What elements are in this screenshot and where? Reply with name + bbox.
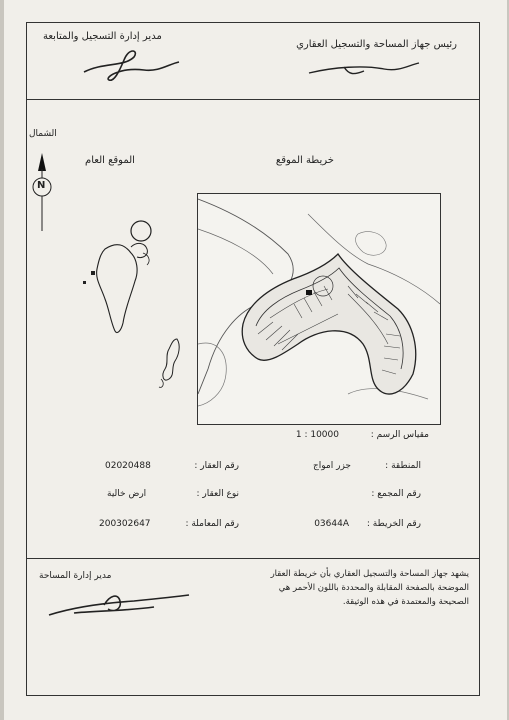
site-map-drawing — [198, 194, 440, 424]
document-sheet — [4, 0, 507, 720]
location-circle-marker — [131, 221, 151, 241]
property-type-value: ارض خالية — [107, 489, 147, 499]
property-type-label: نوع العقار : — [196, 489, 239, 499]
header-divider — [27, 99, 479, 100]
general-location-map — [65, 219, 185, 419]
signatory-title: مدير إدارة المساحة — [39, 571, 112, 581]
region-value: جزر امواج — [312, 461, 351, 471]
map-no-value: 03644A — [314, 519, 349, 529]
certification-text: يشهد جهاز المساحة والتسجيل العقاري بأن خريطة العقار الموضحة بالصفحة المقابلة والمحددة باللون الأحمر هي الصحيحة والمعتمدة في هذه الوثيقة. — [270, 569, 469, 607]
site-map — [197, 193, 441, 425]
general-location-title: الموقع العام — [85, 155, 135, 166]
north-label: الشمال — [29, 129, 57, 139]
overview-map-drawing — [65, 219, 185, 419]
footer-divider — [27, 558, 479, 559]
property-plot-marker — [306, 290, 312, 295]
scale-value: 1 : 10000 — [295, 430, 339, 440]
block-label: رقم المجمع : — [371, 489, 421, 499]
property-no-value: 02020488 — [105, 461, 151, 471]
header-right-title: رئيس جهاز المساحة والتسجيل العقاري — [296, 39, 457, 50]
north-arrow-icon — [27, 151, 57, 231]
footer-signature — [44, 585, 194, 625]
site-map-title: خريطة الموقع — [275, 155, 334, 166]
transaction-no-label: رقم المعاملة : — [185, 519, 239, 529]
scale-label: مقياس الرسم : — [370, 430, 429, 440]
property-no-label: رقم العقار : — [194, 461, 239, 471]
map-no-label: رقم الخريطة : — [366, 519, 421, 529]
transaction-no-value: 200302647 — [99, 519, 151, 529]
header-left-title: مدير إدارة التسجيل والمتابعة — [43, 31, 162, 42]
north-letter: N — [37, 180, 46, 191]
region-label: المنطقة : — [385, 461, 421, 471]
north-arrow — [27, 129, 57, 231]
